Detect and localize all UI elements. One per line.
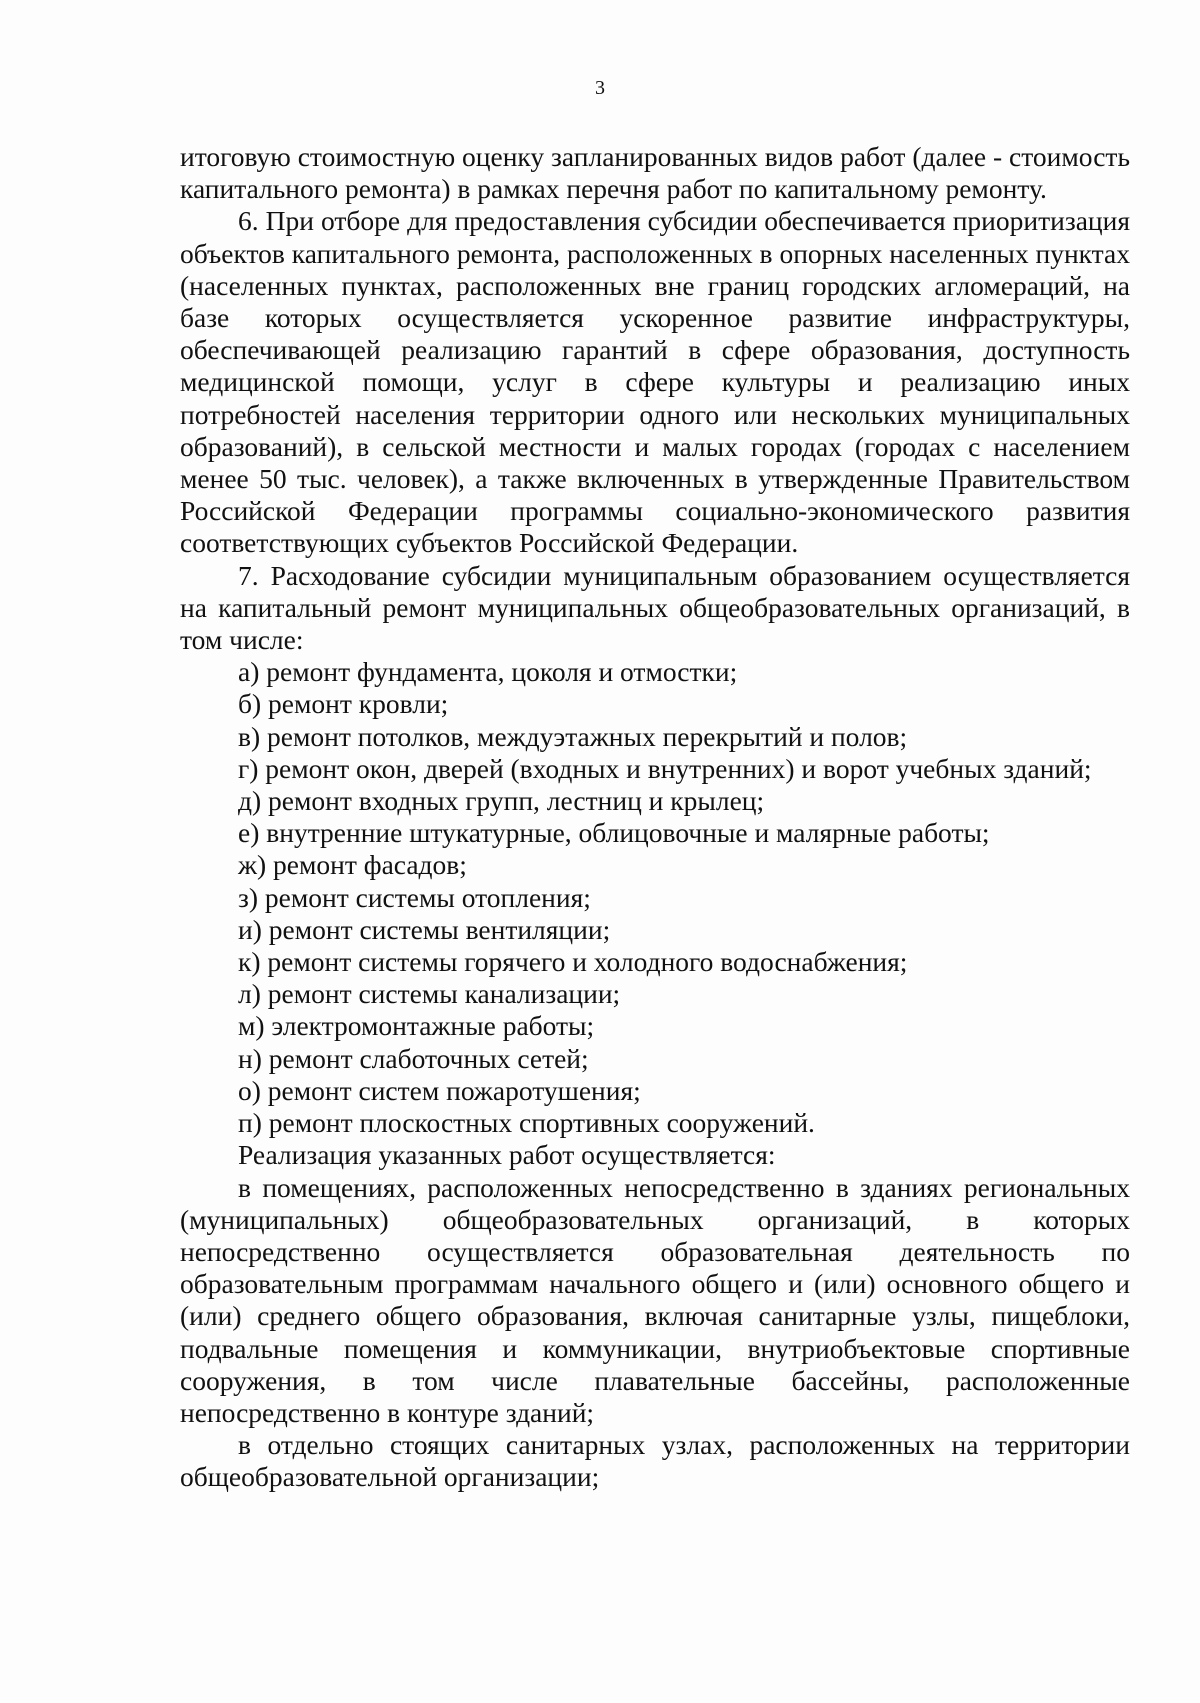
page-number: 3 (595, 77, 605, 99)
list-item: а) ремонт фундамента, цоколя и отмостки; (238, 656, 738, 688)
paragraph-7: 7. Расходование субсидии муниципальным образованием осуществляется на капитальный ремонт муниципальных общеобразовательных организаций, в том числе: (180, 559, 1130, 656)
list-item: з) ремонт системы отопления; (238, 881, 591, 913)
list-item: б) ремонт кровли; (238, 688, 449, 720)
document-body (180, 141, 1130, 1494)
list-item: ж) ремонт фасадов; (238, 849, 467, 881)
implementation-intro: Реализация указанных работ осуществляется: (238, 1139, 776, 1171)
list-item: и) ремонт системы вентиляции; (238, 913, 611, 945)
paragraph-continuation: итоговую стоимостную оценку запланированных видов работ (далее - стоимость капитального ремонта) в рамках перечня работ по капитальному ремонту. (180, 141, 1130, 205)
list-item: н) ремонт слаботочных сетей; (238, 1042, 589, 1074)
list-item: г) ремонт окон, дверей (входных и внутренних) и ворот учебных зданий; (238, 752, 1092, 784)
paragraph-6: 6. При отборе для предоставления субсидии обеспечивается приоритизация объектов капитального ремонта, расположенных в опорных населенных пунктах (населенных пунктах, расположенных вне границ городских агломераций, на базе которых осуществляется ускоренное развитие инфраструктуры, обеспечивающей реализацию гарантий в сфере образования, доступность медицинской помощи, услуг в сфере культуры и реализацию иных потребностей населения территории одного или нескольких муниципальных образований), в сельской местности и малых городах (городах с населением менее 50 тыс. человек), а также включенных в утвержденные Правительством Российской Федерации программы социально-экономического развития соответствующих субъектов Российской Федерации. (180, 205, 1130, 559)
list-item: м) электромонтажные работы; (238, 1010, 595, 1042)
list-item: п) ремонт плоскостных спортивных сооружений. (238, 1107, 815, 1139)
list-item: л) ремонт системы канализации; (238, 978, 621, 1010)
implementation-premises: в помещениях, расположенных непосредственно в зданиях региональных (муниципальных) общеобразовательных организаций, в которых непосредственно осуществляется образовательная деятельность по образовательным программам начального общего и (или) основного общего и (или) среднего общего образования, включая санитарные узлы, пищеблоки, подвальные помещения и коммуникации, внутриобъектовые спортивные сооружения, в том числе плавательные бассейны, расположенные непосредственно в контуре зданий; (180, 1171, 1130, 1428)
list-item: д) ремонт входных групп, лестниц и крылец; (238, 785, 765, 817)
implementation-sanitary: в отдельно стоящих санитарных узлах, расположенных на территории общеобразовательной организации; (180, 1429, 1130, 1493)
list-item: е) внутренние штукатурные, облицовочные и малярные работы; (238, 817, 990, 849)
list-item: к) ремонт системы горячего и холодного водоснабжения; (238, 946, 908, 978)
list-item: в) ремонт потолков, междуэтажных перекрытий и полов; (238, 720, 908, 752)
list-item: о) ремонт систем пожаротушения; (238, 1074, 641, 1106)
